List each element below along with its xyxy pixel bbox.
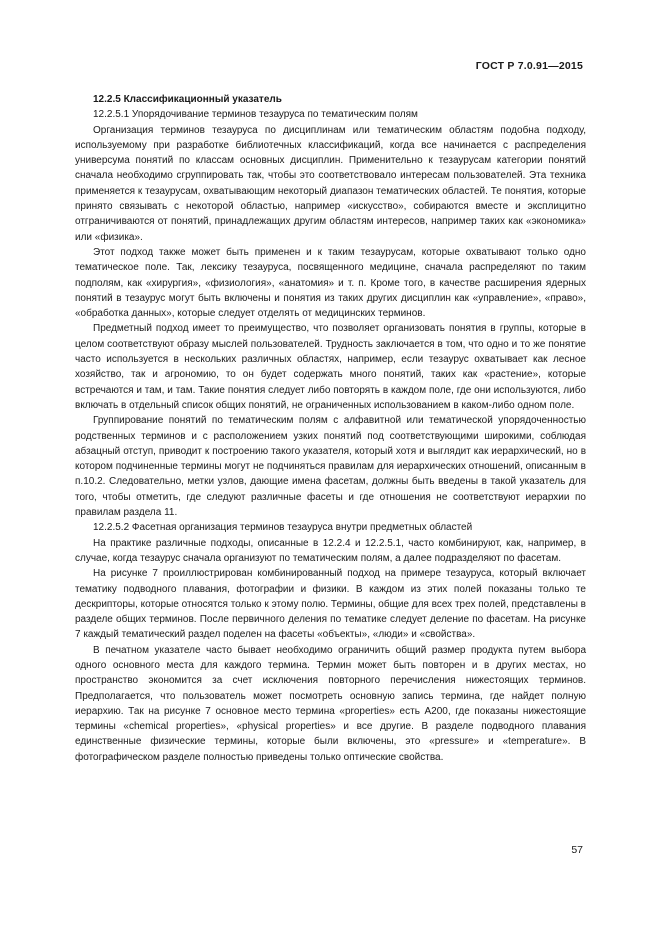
subsection-heading-2: 12.2.5.2 Фасетная организация терминов тезауруса внутри предметных областей bbox=[93, 522, 473, 534]
paragraph-4: Группирование понятий по тематическим полям с алфавитной или тематической упорядоченностью родственных терминов и с расположением узких понятий под соответствующими широкими, соблюдая абзацный отступ, приводит к построению такого указателя, который хотя и выглядит как иерархический, но в котором подчиненные термины могут не подчиняться правилам для иерархических отношений, описанным в п.10.2. Следовательно, метки узлов, дающие имена фасетам, должны быть введены в такой указатель для того, чтобы отметить, где следуют различные фасеты и где отношения не соответствуют иерархии по правилам раздела 11. bbox=[75, 415, 586, 519]
paragraph-6: На рисунке 7 проиллюстрирован комбинированный подход на примере тезауруса, который включает тематику подводного плавания, фотографии и физики. В каждом из этих полей показаны только те дескрипторы, которые относятся только к этому полю. Термины, общие для всех трех полей, представлены в разделе общих терминов. После первичного деления по тематике следует деление по фасетам. На рисунке 7 каждый тематический раздел поделен на фасеты «объекты», «люди» и «свойства». bbox=[75, 568, 586, 641]
paragraph-5: На практике различные подходы, описанные в 12.2.4 и 12.2.5.1, часто комбинируют, как, например, в случае, когда тезаурус сначала организуют по тематическим полям, а далее подразделяют по фасетам. bbox=[75, 537, 586, 564]
document-body bbox=[75, 92, 586, 765]
paragraph-3: Предметный подход имеет то преимущество, что позволяет организовать понятия в группы, которые в целом соответствуют образу мыслей пользователей. Трудность заключается в том, что одно и то же понятие часто используется в нескольких различных областях, например, если тезаурус охватывает как лесное хозяйство, так и агрономию, то он будет содержать много понятий, таких как «растение», которые встречаются и там, и там. Такие понятия следует либо повторять в каждом поле, где они используются, либо включать в отдельный список общих понятий, не ограниченных использованием в каком-либо одном поле. bbox=[75, 323, 586, 411]
section-heading: 12.2.5 Классификационный указатель bbox=[93, 94, 282, 105]
paragraph-1: Организация терминов тезауруса по дисциплинам или тематическим областям подобна подходу, используемому при разработке библиотечных классификаций, когда все начинается с распределения универсума понятий по классам основных дисциплин. Применительно к тезаурусам категории понятий сначала необходимо сгруппировать так, чтобы это соответствовало интересам пользователей. Эта техника применяется к тезаурусам, охватывающим некоторый диапазон тематических областей. Те понятия, которые принято связывать с некоторой областью, например «искусство», собираются вместе и эксплицитно отграничиваются от понятий, принадлежащих другим областям интересов, например таких как «экономика» или «физика». bbox=[75, 124, 586, 243]
page-number: 57 bbox=[571, 844, 583, 856]
standard-header: ГОСТ Р 7.0.91—2015 bbox=[475, 60, 583, 72]
paragraph-2: Этот подход также может быть применен и к таким тезаурусам, которые охватывают только одно тематическое поле. Так, лексику тезауруса, посвященного медицине, сначала распределяют по таким подполям, как «хирургия», «физиология», «анатомия» и т. п. Кроме того, в качестве расширения ядерных понятий в тезаурус могут быть включены и понятия из таких других дисциплин как «управление», «право», «обработка данных», которые следует отделять от медицинских терминов. bbox=[75, 246, 586, 320]
subsection-heading-1: 12.2.5.1 Упорядочивание терминов тезауруса по тематическим полям bbox=[93, 109, 418, 121]
paragraph-7: В печатном указателе часто бывает необходимо ограничить общий размер продукта путем выбора одного основного места для каждого термина. Термин может быть повторен и в других местах, но пространство экономится за счет исключения повторного перечисления нижестоящих терминов. Предполагается, что пользователь может посмотреть основную запись термина, где найдет полную иерархию. Так на рисунке 7 основное место термина «properties» есть A200, где показаны нижестоящие термины «chemical properties», «physical properties» и все другие. В разделе подводного плавания единственные физические термины, которые были включены, это «pressure» и «temperature». В фотографическом разделе полностью приведены только оптические свойства. bbox=[75, 644, 586, 763]
